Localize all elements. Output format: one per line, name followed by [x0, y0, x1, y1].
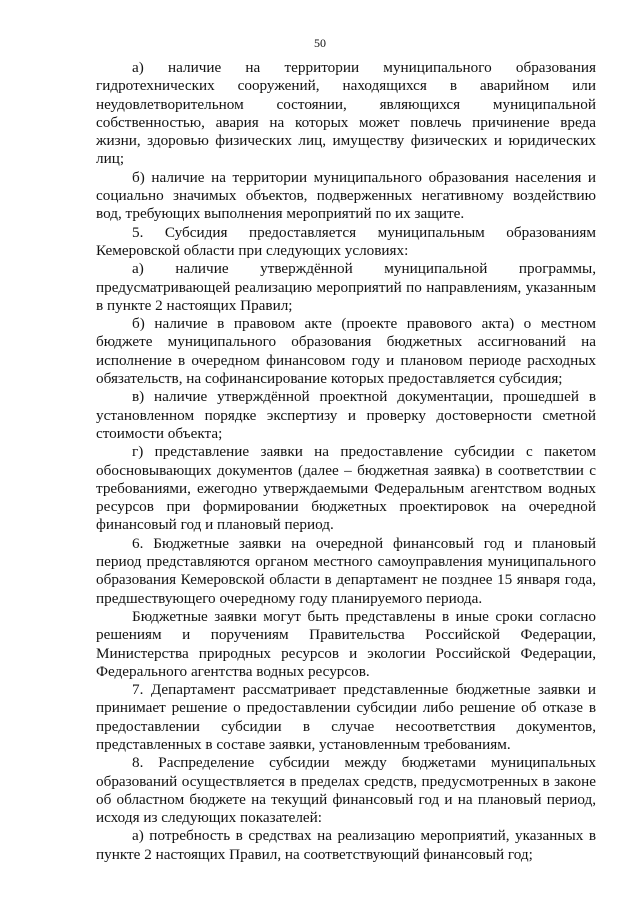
- paragraph-5a: а) наличие утверждённой муниципальной программы, предусматривающей реализацию мероприятий по направлениям, указанным в пункте 2 настоящих Правил;: [96, 260, 596, 314]
- paragraph-6: 6. Бюджетные заявки на очередной финансовый год и плановый период представляются органом местного самоуправления муниципального образования Кемеровской области в департамент не позднее 15 января года, предшествующего очередному году планируемого периода.: [96, 534, 596, 607]
- paragraph-8: 8. Распределение субсидии между бюджетами муниципальных образований осуществляется в пределах средств, предусмотренных в законе об областном бюджете на текущий финансовый год и на плановый период, исходя из следующих показателей:: [96, 754, 596, 827]
- paragraph-6-continued: Бюджетные заявки могут быть представлены в иные сроки согласно решениям и поручениям Правительства Российской Федерации, Министерства природных ресурсов и экологии Российской Федерации, Федерального агентства водных ресурсов.: [96, 607, 596, 680]
- page-number: 50: [314, 36, 326, 50]
- document-body: [96, 59, 596, 864]
- paragraph-5: 5. Субсидия предоставляется муниципальным образованиям Кемеровской области при следующих условиях:: [96, 223, 596, 259]
- paragraph-5g: г) представление заявки на предоставление субсидии с пакетом обосновывающих документов (далее – бюджетная заявка) в соответствии с требованиями, ежегодно утверждаемыми Федеральным агентством водных ресурсов при формировании бюджетных проектировок на очередной финансовый год и плановый период.: [96, 443, 596, 534]
- paragraph-5b: б) наличие в правовом акте (проекте правового акта) о местном бюджете муниципального образования бюджетных ассигнований на исполнение в очередном финансовом году и плановом периоде расходных обязательств, на софинансирование которых предоставляется субсидия;: [96, 315, 596, 388]
- paragraph-1a: а) наличие на территории муниципального образования гидротехнических сооружений, находящихся в аварийном или неудовлетворительном состоянии, являющихся муниципальной собственностью, авария на которых может повлечь причинение вреда жизни, здоровью физических лиц, имуществу физических и юридических лиц;: [96, 59, 596, 168]
- paragraph-5v: в) наличие утверждённой проектной документации, прошедшей в установленном порядке экспертизу и проверку достоверности сметной стоимости объекта;: [96, 388, 596, 442]
- paragraph-7: 7. Департамент рассматривает представленные бюджетные заявки и принимает решение о предоставлении субсидии либо решение об отказе в предоставлении субсидии в случае несоответствия документов, представленных в составе заявки, установленным требованиям.: [96, 681, 596, 753]
- paragraph-8a: а) потребность в средствах на реализацию мероприятий, указанных в пункте 2 настоящих Правил, на соответствующий финансовый год;: [96, 827, 596, 863]
- paragraph-1b: б) наличие на территории муниципального образования населения и социально значимых объектов, подверженных негативному воздействию вод, требующих выполнения мероприятий по их защите.: [96, 168, 596, 223]
